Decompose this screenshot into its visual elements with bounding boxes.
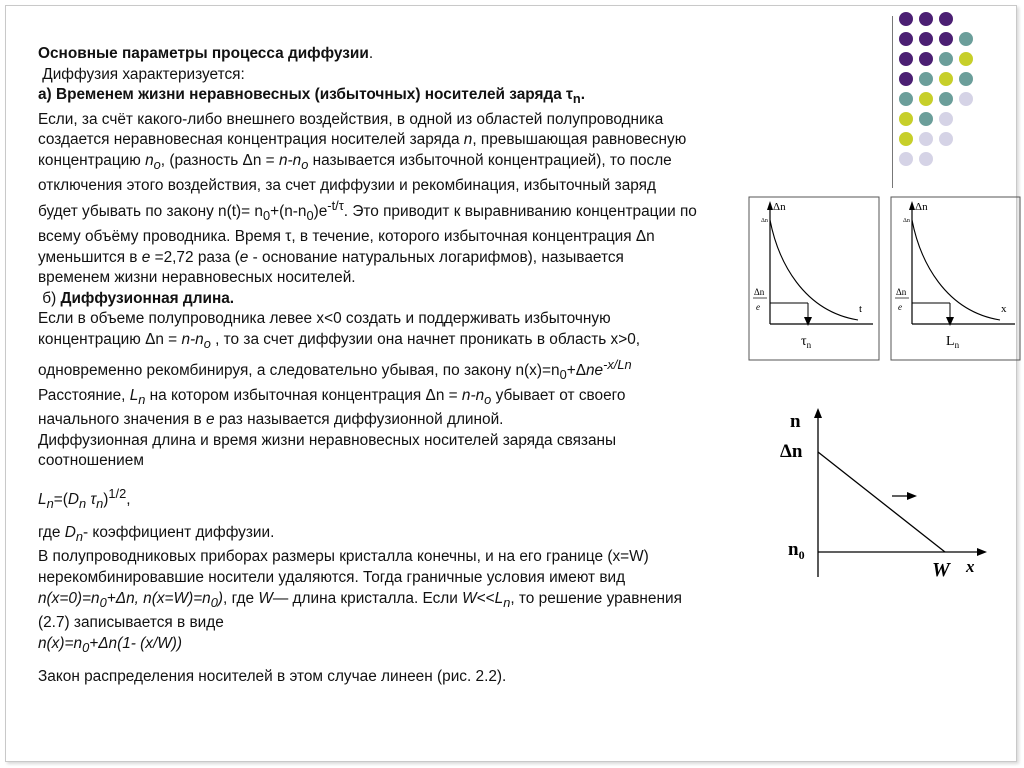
graph-time-decay [748,196,880,361]
spacer [38,515,698,523]
x-axis-arrow [977,548,987,556]
y-axis-label: n [790,411,801,432]
paragraph-conclusion: Закон распределения носителей в этом случае линеен (рис. 2.2). [38,667,507,685]
decorative-dot [939,72,953,86]
formula-linear-distribution: $n(x)=n_0+\Delta n(1-$ (x/W)) [38,634,183,655]
x-axis-label: x [966,557,975,576]
decorative-dot [899,12,913,26]
dn-label: Δn [780,441,803,462]
x-axis-label: t [859,303,863,315]
decorative-dot [919,132,933,146]
y-axis-label: Δn [773,201,786,213]
decorative-dot [959,92,973,106]
section-b-heading: б) Диффузионная длина. [42,289,235,307]
decorative-dot [899,152,913,166]
n0-label: $n_0$ [788,539,805,562]
decay-curve [912,220,1000,320]
fraction-denominator: e [898,302,902,312]
paragraph-boundary: В полупроводниковых приборах размеры кристалла конечны, и на его границе (x=W) нерекомбинировавшие носители удаляются. Тогда граничные условия имеют вид $n(x=0)=n_0+\Delta n$, $n(x=W)=n_0$), где W— длина кристалла. Если $W<<L_n$, то решение уравнения (2.7) записывается в виде [38,548,682,632]
decorative-dot [939,112,953,126]
decorative-dot [919,52,933,66]
decorative-dot [959,32,973,46]
y-axis-arrow [814,408,822,418]
spacer [38,472,698,484]
graph-linear-distribution [780,405,990,585]
x-axis-label: x [1001,303,1007,315]
decorative-dot [899,32,913,46]
decorative-dot [899,132,913,146]
flow-arrow-head [907,492,917,500]
decorative-dot [939,12,953,26]
tau-marker-label: $\tau_n$ [801,334,812,350]
fraction-numerator: Δn [754,287,765,297]
y-axis-label: Δn [915,201,928,213]
paragraph-lifetime: Если, за счёт какого-либо внешнего воздействия, в одной из областей полупроводника создается неравновесная концентрация носителей заряда n, превышающая равновесную концентрацию $n_o$, (разность $\Delta n = n-n_o$ называется избыточной концентрацией), то после отключения этого воздействия, за счет диффузии и рекомбинация, избыточный заряд будет убывать по закону $n(t)= n_0+(n-n_0)e^{-t/\tau}$. Это приводит к выравниванию концентрации по всему объёму проводника. Время τ, в течение, которого избыточная концентрация Δn уменьшится в е =2,72 раза (е - основание натуральных логарифмов), называется временем жизни неравновесных носителей. [38,110,697,287]
fraction-denominator: e [756,302,760,312]
decorative-dot [899,112,913,126]
slide-text [38,44,698,687]
decorative-dot [919,92,933,106]
decorative-dot-grid [899,12,1019,172]
tau-arrow-head [804,317,812,326]
decorative-dot [939,52,953,66]
decorative-dot [899,72,913,86]
decorative-dot [919,32,933,46]
w-label: W [932,559,950,581]
section-a-heading: а) Временем жизни неравновесных (избыточных) носителей заряда $\tau_n$. [38,86,586,107]
decorative-dot [959,52,973,66]
paragraph-diffusion-length: Если в объеме полупроводника левее x<0 создать и поддерживать избыточную концентрацию $\Delta n = n-n_o$ , то за счет диффузии она начнет проникать в область x>0, одновременно рекомбинируя, а следовательно убывая, по закону $n(x)=n_0+\Delta ne^{-x/Ln}$ Расстояние, $L_n$ на котором избыточная концентрация $\Delta n = n-n_o$ убывает от своего начального значения в е раз называется диффузионной длиной. [38,310,641,429]
decorative-divider [892,16,893,188]
slide-title: Основные параметры процесса диффузии. [38,45,374,62]
spacer [38,659,698,667]
graph-frame [891,197,1020,360]
y-axis-start-label: Δn [903,218,910,224]
decorative-dot [939,132,953,146]
l-arrow-head [946,317,954,326]
l-marker-label: $L_n$ [946,334,960,350]
y-axis-start-label: Δn [761,218,768,224]
paragraph-coefficient: где $D_n-$ коэффициент диффузии. [38,523,275,544]
fraction-numerator: Δn [896,287,907,297]
graph-distance-decay [890,196,1022,361]
formula-diffusion-length: $L_n=(D_n$ $\tau_n)^{1/2}$, [38,486,131,512]
decorative-dot [919,112,933,126]
linear-profile [818,452,945,552]
paragraph-relation: Диффузионная длина и время жизни неравновесных носителей заряда связаны соотношением [38,431,617,470]
graph-frame [749,197,879,360]
decorative-dot [939,32,953,46]
decorative-dot [919,72,933,86]
decorative-dot [939,92,953,106]
decorative-dot [919,152,933,166]
decorative-dot [959,72,973,86]
decorative-dot [919,12,933,26]
decorative-dot [899,92,913,106]
decorative-dot [899,52,913,66]
intro-line: Диффузия характеризуется: [42,65,245,83]
decay-curve [770,220,858,320]
